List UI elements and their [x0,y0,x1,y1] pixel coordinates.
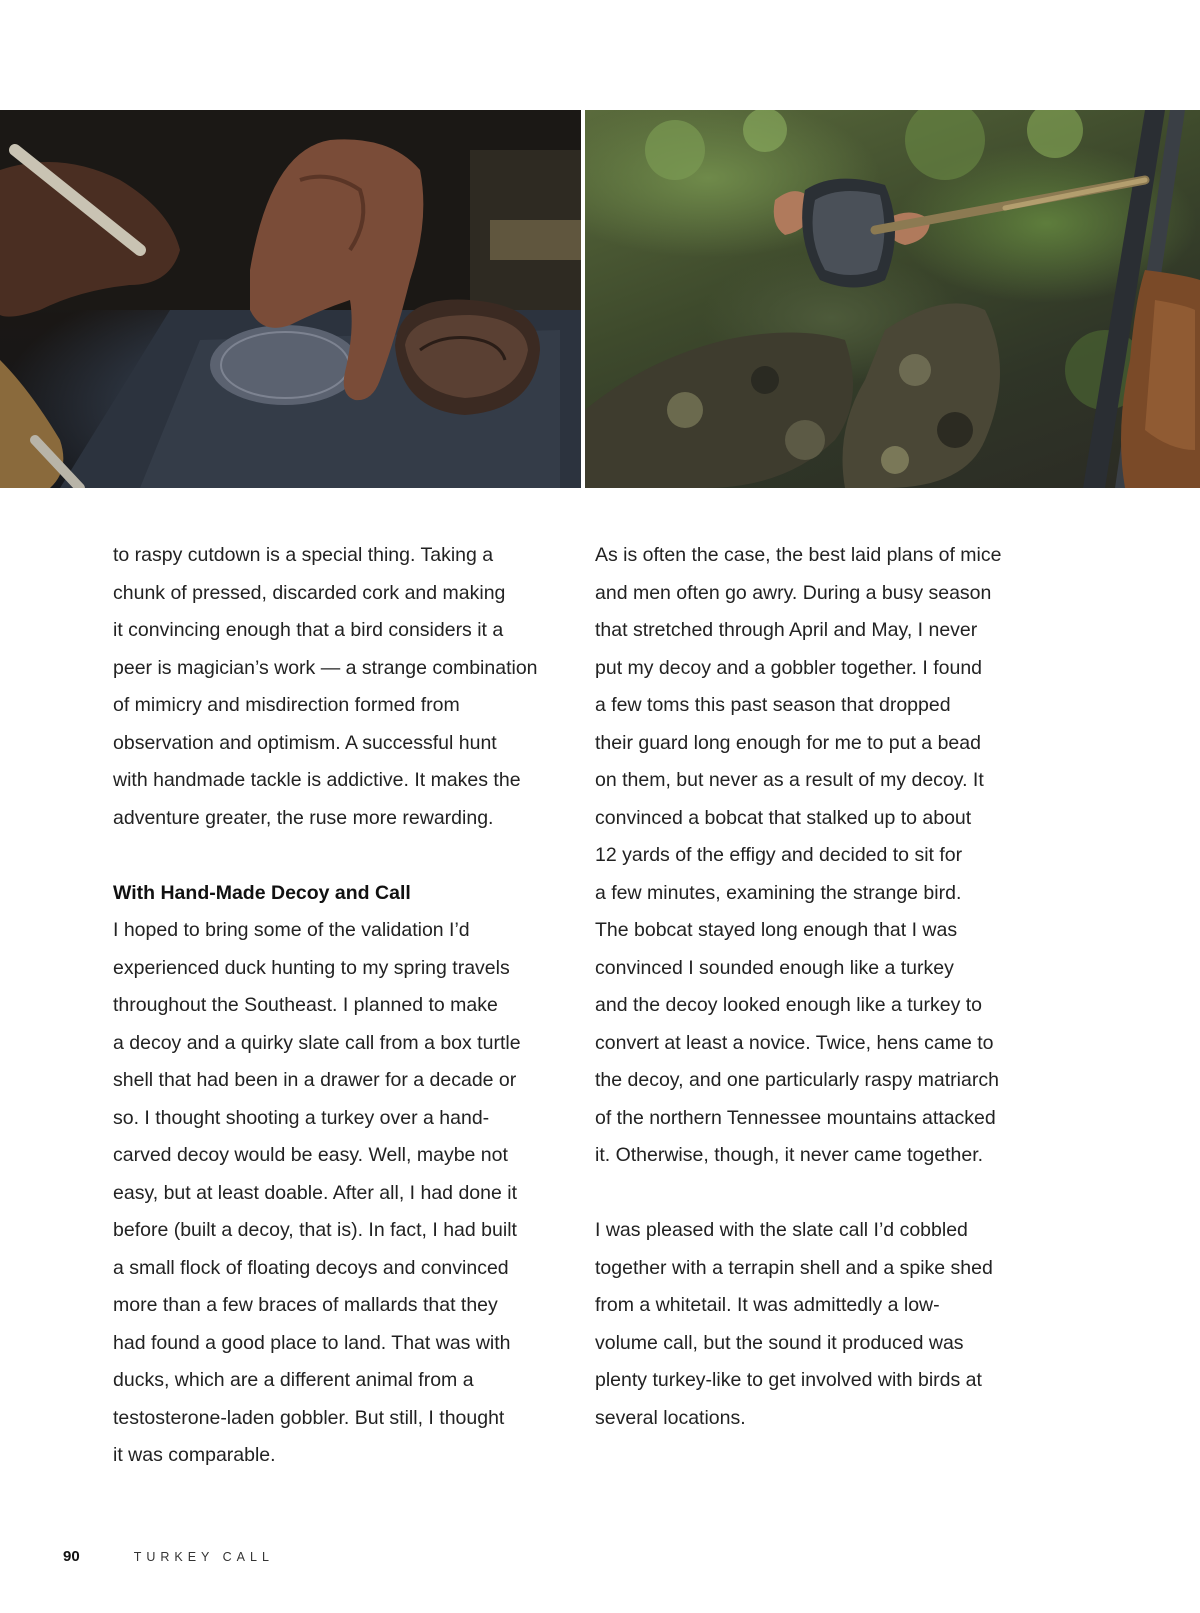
paragraph-spacer [595,1175,1045,1213]
paragraph-cutdown: to raspy cutdown is a special thing. Taking a chunk of pressed, discarded cork and making it convincing enough that a bird considers it a peer is magician’s work — a strange combination of mimicry and misdirection formed from observation and optimism. A successful hunt with handmade tackle is addictive. It makes the adventure greater, the ruse more rewarding. [113,544,538,829]
photo-carving-decoy [0,110,581,488]
article-body [113,537,1045,1475]
right-column [595,537,1045,1475]
magazine-name: TURKEY CALL [133,1550,274,1564]
paragraph-spacer [113,837,563,875]
photo-carving-decoy-illustration [0,110,581,488]
page-footer [63,1548,274,1565]
paragraph-best-laid-plans: As is often the case, the best laid plans of mice and men often go awry. During a busy season that stretched through April and May, I never put my decoy and a gobbler together. I found a few toms this past season that dropped their guard long enough for me to put a bead on them, but never as a result of my decoy. It convinced a bobcat that stalked up to about 12 yards of the effigy and decided to sit for a few minutes, examining the strange bird. The bobcat stayed long enough that I was convinced I sounded enough like a turkey and the decoy looked enough like a turkey to convert at least a novice. Twice, hens came to the decoy, and one particularly raspy matriarch of the northern Tennessee mountains attacked it. Otherwise, though, it never came together. [595,544,1002,1166]
paragraph-validation: I hoped to bring some of the validation I’d experienced duck hunting to my spring travels throughout the Southeast. I planned to make a decoy and a quirky slate call from a box turtle shell that had been in a drawer for a decade or so. I thought shooting a turkey over a hand- carved decoy would be easy. Well, maybe not easy, but at least doable. After all, I had done it before (built a decoy, that is). In fact, I had built a small flock of floating decoys and convinced more than a few braces of mallards that they had found a good place to land. That was with ducks, which are a different animal from a testosterone-laden gobbler. But still, I thought it was comparable. [113,919,521,1466]
left-column [113,537,563,1475]
page-number: 90 [63,1548,80,1565]
photo-slate-call [585,110,1200,488]
photo-slate-call-illustration [585,110,1200,488]
photo-strip [0,110,1200,488]
paragraph-slate-call: I was pleased with the slate call I’d cobbled together with a terrapin shell and a spike shed from a whitetail. It was admittedly a low- volume call, but the sound it produced was plenty turkey-like to get involved with birds at several locations. [595,1219,993,1429]
section-subheading: With Hand-Made Decoy and Call [113,881,411,904]
